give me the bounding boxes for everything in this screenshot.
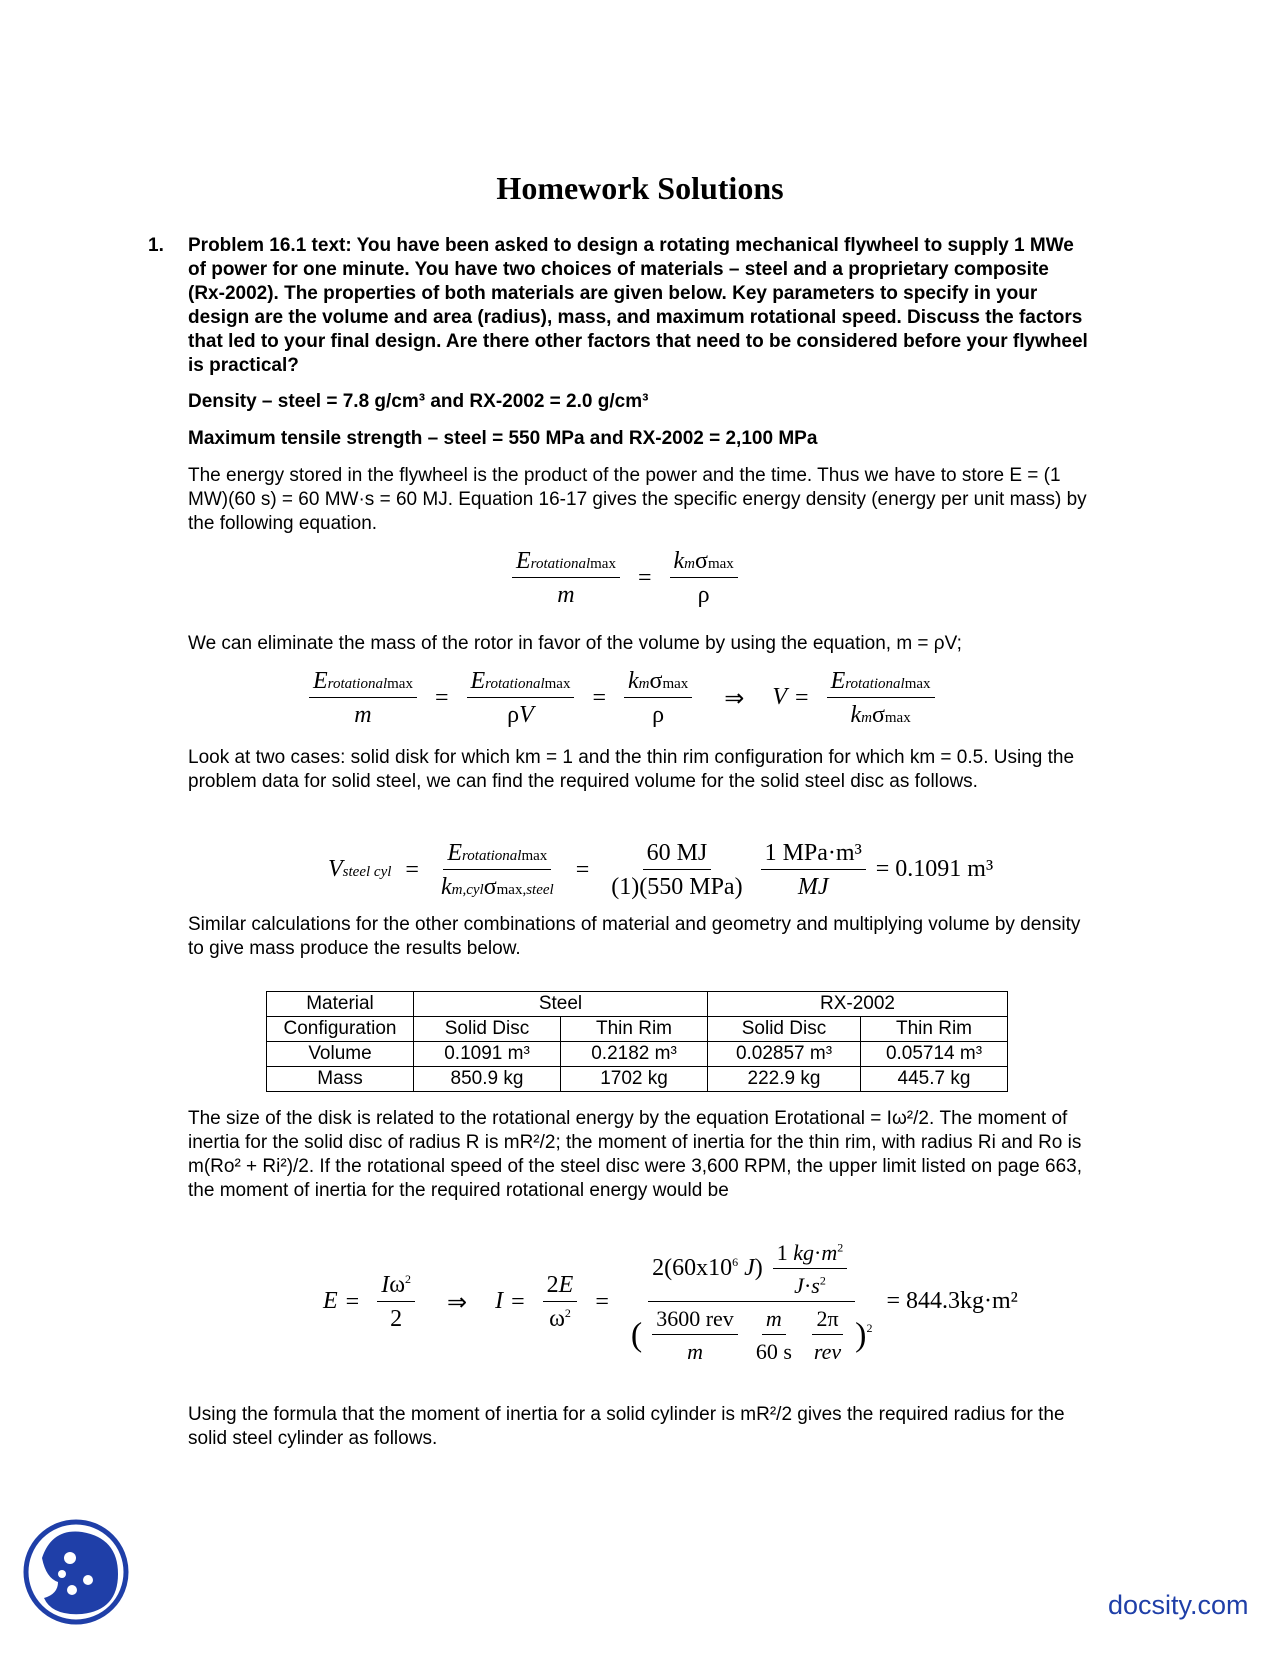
table-cell: 1702 kg bbox=[561, 1067, 708, 1092]
paragraph-energy: The energy stored in the flywheel is the product of the power and the time. Thus we have to store E = (1 MW)(60 s) = 60 MW·s = 60 MJ. Equation 16-17 gives the specific energy density (energy per unit mass) by the following equation. bbox=[188, 465, 1087, 534]
eq4-2pi: 2π bbox=[812, 1306, 842, 1335]
equation-moment-of-inertia: E = $\frac{I\omega^2}{2}$ ⇒ I = $\frac{2E}{\omega^2}$ = $2(60x10^6$ J) $\frac{1 kg\cdot m^2}{J\cdot s^2}$ ( $\frac{\text{3600 rev}}{m}$ $\frac{m}{60 s}$ $\frac{2\pi}{\text{rev}}$ )$^2$ = 844.3kg·m² bbox=[323, 1240, 1018, 1364]
table-row bbox=[267, 992, 1008, 1017]
table-header-cell: Thin Rim bbox=[861, 1017, 1008, 1042]
paragraph-cases: Look at two cases: solid disk for which km = 1 and the thin rim configuration for which km = 0.5. Using the problem data for solid steel, we can find the required volume for the solid steel disc as follows. bbox=[188, 747, 1075, 792]
eq3-lhs: V bbox=[328, 856, 343, 883]
eq4-m-den: m bbox=[687, 1339, 703, 1364]
eq4-result: = 844.3kg·m² bbox=[886, 1288, 1018, 1315]
table-cell: Volume bbox=[267, 1042, 414, 1067]
paragraph-radius: Using the formula that the moment of inertia for a solid cylinder is mR²/2 gives the required radius for the solid steel cylinder as follows. bbox=[188, 1404, 1065, 1449]
equation-steel-volume: Vsteel cyl = $\frac{\text{Erotationalmax}}{\text{km,cylσmax,steel}}$ = $\frac{60 MJ}{\text{(1)(550 MPa)}}$ $\frac{\text{1 MPa·m³}}{MJ}$ = 0.1091 m³ bbox=[328, 840, 994, 900]
table-cell: 0.05714 m³ bbox=[861, 1042, 1008, 1067]
paragraph-inertia: The size of the disk is related to the rotational energy by the equation Erotational = Iω²/2. The moment of inertia for the solid disc of radius R is mR²/2; the moment of inertia for the thin rim, with radius Ri and Ro is m(Ro² + Ri²)/2. If the rotational speed of the steel disc were 3,600 RPM, the upper limit listed on page 663, the moment of inertia for the required rotational energy would be bbox=[188, 1108, 1082, 1201]
page-title: Homework Solutions bbox=[496, 170, 784, 206]
table-cell: 0.1091 m³ bbox=[414, 1042, 561, 1067]
eq3-num2: 1 MPa·m³ bbox=[761, 840, 866, 870]
table-header-cell: Steel bbox=[414, 992, 708, 1017]
problem-number: 1. bbox=[148, 235, 164, 256]
eq4-60s: 60 s bbox=[755, 1339, 792, 1364]
problem-statement: Problem 16.1 text: You have been asked to design a rotating mechanical flywheel to supply 1 MWe of power for one minute. You have two choices of materials – steel and a proprietary composite (Rx-2002). The properties of both materials are given below. Key parameters to specify in your design are the volume and area (radius), mass, and maximum rotational speed. Discuss the factors that led to your final design. Are there other factors that need to be considered before your flywheel is practical? bbox=[188, 235, 1088, 376]
eq4-m-num: m bbox=[762, 1306, 786, 1335]
equation-volume: $\frac{\text{Erotationalmax}}{m}$ = $\frac{\text{Erotationalmax}}{\rho V}$ = $\frac{\text{kmσmax}}{\rho}$ ⇒ V = $\frac{\text{Erotationalmax}}{\text{kmσmax}}$ bbox=[305, 668, 939, 729]
eq3-num1: 60 MJ bbox=[643, 840, 712, 870]
density-line: Density – steel = 7.8 g/cm³ and RX-2002 = 2.0 g/cm³ bbox=[188, 391, 649, 412]
table-header-cell: Material bbox=[267, 992, 414, 1017]
eq3-den1: (1)(550 MPa) bbox=[611, 874, 743, 900]
table-header-cell: Solid Disc bbox=[708, 1017, 861, 1042]
eq3-result: = 0.1091 m³ bbox=[875, 856, 994, 883]
table-cell: 222.9 kg bbox=[708, 1067, 861, 1092]
eq4-speed: 3600 rev bbox=[652, 1306, 738, 1335]
table-header-cell: Thin Rim bbox=[561, 1017, 708, 1042]
table-cell: 0.2182 m³ bbox=[561, 1042, 708, 1067]
table-row bbox=[267, 1042, 1008, 1067]
strength-line: Maximum tensile strength – steel = 550 MPa and RX-2002 = 2,100 MPa bbox=[188, 428, 818, 449]
table-cell: Mass bbox=[267, 1067, 414, 1092]
eq4-rev: rev bbox=[813, 1339, 842, 1364]
table-cell: 0.02857 m³ bbox=[708, 1042, 861, 1067]
docsity-logo bbox=[22, 1518, 130, 1626]
table-row bbox=[267, 1067, 1008, 1092]
paragraph-volume: We can eliminate the mass of the rotor in favor of the volume by using the equation, m = ρV; bbox=[188, 633, 962, 654]
results-table bbox=[266, 991, 1008, 1092]
table-header-cell: Solid Disc bbox=[414, 1017, 561, 1042]
table-cell: 850.9 kg bbox=[414, 1067, 561, 1092]
eq3-den2: MJ bbox=[797, 874, 829, 900]
paragraph-similar: Similar calculations for the other combinations of material and geometry and multiplying volume by density to give mass produce the results below. bbox=[188, 914, 1081, 959]
table-header-cell: Configuration bbox=[267, 1017, 414, 1042]
brand-link[interactable]: docsity.com bbox=[1108, 1590, 1249, 1620]
table-cell: 445.7 kg bbox=[861, 1067, 1008, 1092]
table-header-cell: RX-2002 bbox=[708, 992, 1008, 1017]
table-row bbox=[267, 1017, 1008, 1042]
equation-specific-energy: $\frac{\text{Erotationalmax}}{m}$ = $\frac{\text{kmσmax}}{\rho}$ bbox=[508, 548, 742, 609]
